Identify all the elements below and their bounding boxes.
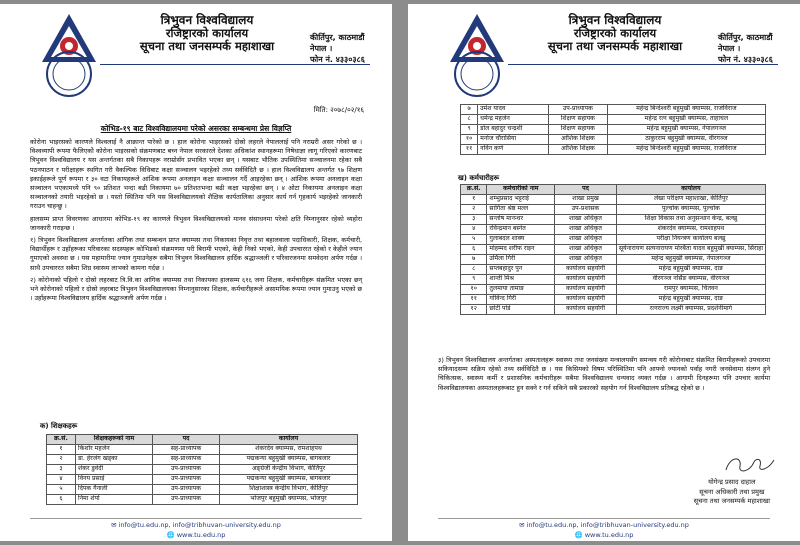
position-cell: शाखा अधिकृत bbox=[555, 235, 617, 245]
table-row bbox=[47, 445, 358, 455]
name-cell: सागिता श्रेष्ठ मल्ल bbox=[487, 205, 555, 215]
office-cell: महेन्द्र बहुमुखी क्याम्पस, नेपालगञ्ज bbox=[607, 125, 765, 135]
office-cell: ठाकुरराम बहुमुखी क्याम्पस, वीरगञ्ज bbox=[607, 135, 765, 145]
table-row bbox=[461, 115, 766, 125]
row-number: २ bbox=[461, 205, 487, 215]
office-cell: रामपुर क्याम्पस, चितवन bbox=[616, 285, 765, 295]
office-cell: पद्मकन्या बहुमुखी क्याम्पस, बागबजार bbox=[220, 455, 358, 465]
name-cell: गुलाबदल शाक्य bbox=[487, 235, 555, 245]
office-cell: पद्मकन्या बहुमुखी क्याम्पस, बागबजार bbox=[220, 475, 358, 485]
table-row bbox=[461, 195, 766, 205]
position-cell: शिक्षण सहायक bbox=[549, 115, 608, 125]
phone-number: फोन नं. ४३३०३८६ bbox=[310, 55, 365, 64]
table-row bbox=[461, 265, 766, 275]
table-row bbox=[461, 245, 766, 255]
signatory-unit: सूचना तथा जनसम्पर्क महाशाखा bbox=[693, 497, 770, 505]
date: मिति: २०७८/०२/१६ bbox=[313, 106, 364, 114]
teachers-table bbox=[46, 434, 358, 505]
table-header-row bbox=[461, 185, 766, 195]
office-cell: पुल्चोक क्याम्पस, पुल्चोक bbox=[616, 205, 765, 215]
position-cell: उप-प्राध्यापक bbox=[153, 495, 220, 505]
table-row bbox=[461, 255, 766, 265]
table-row bbox=[461, 215, 766, 225]
office-cell: महेन्द्र बहुमुखी क्याम्पस, नेपालगञ्ज bbox=[616, 255, 765, 265]
position-cell: शाखा अधिकृत bbox=[555, 245, 617, 255]
position-cell: उप-प्राध्यापक bbox=[153, 465, 220, 475]
emails: info@tu.edu.np, info@tribhuvan-university.edu.np bbox=[526, 521, 689, 529]
footer-web: 🌐 www.tu.edu.np bbox=[574, 531, 634, 539]
letterhead bbox=[520, 14, 710, 53]
position-cell: सह-प्राध्यापक bbox=[153, 455, 220, 465]
table-row bbox=[461, 205, 766, 215]
row-number: ३ bbox=[461, 215, 487, 225]
table-row bbox=[47, 485, 358, 495]
table-row bbox=[461, 105, 766, 115]
name-cell: विनय प्रसाई bbox=[76, 475, 153, 485]
table-row bbox=[47, 475, 358, 485]
name-cell: उमेश यादव bbox=[478, 105, 549, 115]
website: www.tu.edu.np bbox=[176, 531, 226, 539]
table-row bbox=[461, 235, 766, 245]
table-row bbox=[461, 295, 766, 305]
position-cell: शाखा अधिकृत bbox=[555, 215, 617, 225]
position-cell: कार्यालय सहयोगी bbox=[555, 305, 617, 315]
paragraph: हालसम्म प्राप्त विवरणका आधारमा कोभिड-१९ का कारणले त्रिभुवन विश्वविद्यालयको मानव संसाधनमा परेको क्षति निम्नानुसार रहेको व्यहोरा जानकारी गराइन्छ । bbox=[30, 214, 362, 232]
paragraph: १) त्रिभुवन विश्वविद्यालय अन्तर्गतका आंगिक तथा सम्बन्धन प्राप्त क्याम्पस तथा निकायका निवृत्त तथा बहालवाला पदाधिकारी, शिक्षक, कर्मचारी, विद्यार्थीहरू र उहाँहरूका परिवारका सदस्यहरू कोभिडको संक्रमणमा परी बिरामी भएको, केही निको भएको, केही उपचाररत रहेको र केहीले ज्यान गुमाएको अवस्था छ । यस महामारीमा ज्यान गुमाउनेहरू सबैमा त्रिभुवन विश्वविद्यालय हार्दिक श्रद्धाञ्जली र परिवारजनमा समवेदना अर्पण गर्दछ । साथै उपचाररत सबैमा शिघ्र स्वास्थ्य लाभको कामना गर्दछ । bbox=[30, 236, 362, 272]
position-cell: कार्यालय सहयोगी bbox=[555, 275, 617, 285]
name-cell: मनोज चौरासिया bbox=[478, 135, 549, 145]
name-cell: धर्मेन्द्र महर्जन bbox=[478, 115, 549, 125]
table-row bbox=[461, 145, 766, 155]
university-logo-icon bbox=[40, 12, 98, 98]
row-number: ३ bbox=[47, 465, 76, 475]
office-cell: लेखा परीक्षण महाशाखा, कीर्तिपुर bbox=[616, 195, 765, 205]
row-number: ९ bbox=[461, 125, 478, 135]
office-cell: शिक्षा विकास तथा अनुसन्धान केन्द्र, बल्खु bbox=[616, 215, 765, 225]
teachers-table-continued bbox=[460, 104, 766, 155]
position-cell: शाखा प्रमुख bbox=[555, 195, 617, 205]
row-number: ८ bbox=[461, 115, 478, 125]
name-cell: शंकर डुवेदी bbox=[76, 465, 153, 475]
footer-rule bbox=[438, 518, 770, 519]
signature-block bbox=[694, 478, 770, 507]
position-cell: उप-प्राध्यापक bbox=[153, 485, 220, 495]
body-text bbox=[30, 138, 362, 306]
phone-number: फोन नं. ४३३०३८६ bbox=[718, 55, 773, 64]
position-cell: उप-प्राध्यापक bbox=[549, 105, 608, 115]
row-number: ७ bbox=[461, 105, 478, 115]
col-header: पद bbox=[153, 435, 220, 445]
position-cell: उप-प्रशासक bbox=[555, 205, 617, 215]
position-cell: उप-प्राध्यापक bbox=[153, 475, 220, 485]
name-cell: शम्भुप्रसाद भट्टराई bbox=[487, 195, 555, 205]
name-cell: गोविन्द गिरी bbox=[487, 295, 555, 305]
letterhead bbox=[112, 14, 302, 53]
signatory-name: योगेन्द्र प्रसाद दाहाल bbox=[708, 478, 756, 486]
name-cell: डा. हेरजंग खड्का bbox=[76, 455, 153, 465]
office-cell: भोजपुर बहुमुखी क्याम्पस, भोजपुर bbox=[220, 495, 358, 505]
unit-name: सूचना तथा जनसम्पर्क महाशाखा bbox=[547, 39, 683, 53]
name-cell: सप्तबहादुर पुन bbox=[487, 265, 555, 275]
col-header: कार्यालय bbox=[616, 185, 765, 195]
col-header: क्र.सं. bbox=[47, 435, 76, 445]
address-block bbox=[718, 32, 773, 65]
name-cell: उर्मिला गिरी bbox=[487, 255, 555, 265]
col-header: शिक्षकहरूको नाम bbox=[76, 435, 153, 445]
row-number: ५ bbox=[461, 235, 487, 245]
position-cell: शिक्षण सहायक bbox=[549, 125, 608, 135]
footer-emails: ✉ info@tu.edu.np, info@tribhuvan-university.edu.np bbox=[519, 521, 689, 529]
table-row bbox=[461, 305, 766, 315]
row-number: ४ bbox=[47, 475, 76, 485]
position-cell: कार्यालय सहयोगी bbox=[555, 285, 617, 295]
name-cell: रविन्द्रमान बस्नेत bbox=[487, 225, 555, 235]
university-logo-icon bbox=[448, 12, 506, 98]
paragraph: ३) त्रिभुवन विश्वविद्यालय अन्तर्गतका अस्पतालहरू स्वास्थ्य तथा जनसंख्या मन्त्रालयसँग समन्वय गरी कोरोनाबाट संक्रमित बिरामीहरूको उपचारमा सकियादसम्म सक्रिय रहेको तथ्य सर्वविदितै छ । यस किसिमको विषम परिस्थितिमा पनि आफ्नो ज्यानको पर्वाह नगरी जनसेवामा संलग्न हुने चिकित्सक, स्वास्थ्य कर्मी र प्रशासनिक कर्मचारीहरू सबैमा विश्वविद्यालय धन्यवाद व्यक्त गर्दछ । आगामी दिनहरूमा पनि उपचार कार्यमा विश्वविद्यालयका अस्पतालहरूबाट हुन सक्ने र गर्न सकिने सबै प्रकारको सहयोग गर्न विश्वविद्यालय प्रतिबद्ध रहेको छ । bbox=[438, 356, 770, 392]
table-row bbox=[461, 285, 766, 295]
row-number: ६ bbox=[47, 495, 76, 505]
office-cell: महेन्द्र रत्न बहुमुखी क्याम्पस, ताहाचल bbox=[607, 115, 765, 125]
name-cell: तुलमाया तामाङ bbox=[487, 285, 555, 295]
name-cell: दिपक गैनाली bbox=[76, 485, 153, 495]
name-cell: सन्तोष मानन्धर bbox=[487, 215, 555, 225]
row-number: ११ bbox=[461, 295, 487, 305]
office-cell: अङ्ग्रेजी केन्द्रीय विभाग, कीर्तिपुर bbox=[220, 465, 358, 475]
closing-text bbox=[438, 356, 770, 396]
office-cell: शंकरदेव क्याम्पस, रामशाहपथ bbox=[616, 225, 765, 235]
position-cell: आंशिक शिक्षक bbox=[549, 135, 608, 145]
header-rule bbox=[508, 64, 778, 65]
name-cell: डोल बहादुर चन्द्रशी bbox=[478, 125, 549, 135]
footer-emails: ✉ info@tu.edu.np, info@tribhuvan-university.edu.np bbox=[111, 521, 281, 529]
office-cell: परीक्षा नियन्त्रण कार्यालय बल्खु bbox=[616, 235, 765, 245]
address-line-2: नेपाल । bbox=[718, 44, 741, 53]
signatory-title: सूचना अधिकारी तथा प्रमुख bbox=[699, 487, 765, 496]
office-cell: रत्नराज्य लक्ष्मी क्याम्पस, प्रदर्शनीमार्ग bbox=[616, 305, 765, 315]
col-header: पद bbox=[555, 185, 617, 195]
name-cell: छोटी पोडे bbox=[487, 305, 555, 315]
table-row bbox=[461, 135, 766, 145]
footer-web: 🌐 www.tu.edu.np bbox=[166, 531, 226, 539]
row-number: ५ bbox=[47, 485, 76, 495]
header-rule bbox=[100, 64, 370, 65]
table-row bbox=[461, 125, 766, 135]
office-name: रजिष्ट्रारको कार्यालय bbox=[165, 26, 249, 40]
table-row bbox=[461, 225, 766, 235]
unit-name: सूचना तथा जनसम्पर्क महाशाखा bbox=[139, 39, 275, 53]
office-cell: महेन्द्र बिन्देश्वरी बहुमुखी क्याम्पस, राजविराज bbox=[607, 145, 765, 155]
row-number: ८ bbox=[461, 265, 487, 275]
row-number: १ bbox=[461, 195, 487, 205]
subject-line: कोभिड-१९ बाट विश्वविद्यालयमा परेको असरका सम्बन्धमा प्रेस विज्ञप्ति bbox=[100, 124, 292, 133]
website: www.tu.edu.np bbox=[584, 531, 634, 539]
position-cell: सह-प्राध्यापक bbox=[153, 445, 220, 455]
row-number: १० bbox=[461, 285, 487, 295]
signature-icon bbox=[720, 452, 780, 478]
position-cell: कार्यालय सहयोगी bbox=[555, 295, 617, 305]
paragraph: कोरोना भाइरसको कारणले विश्वलाई नै आक्रान्त पारेको छ । हाल कोरोना भाइरसको दोस्रो लहरले नेपाललाई पनि नराम्ररी असर गरेको छ । विश्वव्यापी रूपमा फैलिएकोे कोरोना भाइरसको संक्रमणबाट बच्न नेपाल सरकारले देशका अधिकांश स्थानहरूमा निषेधाज्ञा लागू गरिएको कारणबाट त्रिभुवन विश्वविद्यालय र यस अन्तर्गतका सबै निकायहरू नराम्रोसँग प्रभावित भएका छन् । यसबाट भौतिक उपस्थितिमा सञ्चालनमा रहेका सबै पठनपाठन र परीक्षाहरू स्थगित गरी वैकल्पिक विधिबाट कक्षा सञ्चालन भइरहेको तथ्य सर्वविदितै छ । हाल विश्वविद्यालय अन्तर्गत ९७ शिक्षण इकाईहरूले पूर्ण रूपमा र ३० वटा निकायहरूले आंशिक रूपमा अनलाइन कक्षा सञ्चालन गर्दै आइरहेका छन् । आंशिक रूपमा अनलाइन कक्षा सञ्चालन भएकामध्ये पनि ९० प्रतिशत भन्दा बढी निकायमा ७० प्रतिशतभन्दा बढी कक्षा भइरहेका छन् । ४ ओटा निकायमा अनलाइन कक्षा सञ्चालनको तयारी भइरहेको छ । यस्तो स्थितिमा पनि यस विश्वविद्यालयको शैक्षिक कार्यतालिका अनुसार कार्य गर्न गृहकार्य भइरहेको जानकारी गराउन चाहन्छु । bbox=[30, 138, 362, 211]
address-block bbox=[310, 32, 365, 65]
office-cell: वीरगञ्ज नर्सिङ क्याम्पस, वीरगञ्ज bbox=[616, 275, 765, 285]
staff-heading: ख) कर्मचारीहरू bbox=[458, 174, 500, 182]
office-cell: महेन्द्र बहुमुखी क्याम्पस, दाङ bbox=[616, 295, 765, 305]
table-row bbox=[461, 275, 766, 285]
office-cell: शंकरदेव क्याम्पस, रामशाहपथ bbox=[220, 445, 358, 455]
position-cell: आंशिक शिक्षक bbox=[549, 145, 608, 155]
row-number: ९ bbox=[461, 275, 487, 285]
table-row bbox=[47, 465, 358, 475]
address-line-2: नेपाल । bbox=[310, 44, 333, 53]
row-number: ७ bbox=[461, 255, 487, 265]
position-cell: शाखा अधिकृत bbox=[555, 225, 617, 235]
row-number: २ bbox=[47, 455, 76, 465]
university-name: त्रिभुवन विश्वविद्यालय bbox=[568, 13, 662, 27]
name-cell: मोहम्मद शरीफ राइन bbox=[487, 245, 555, 255]
name-cell: शान्ती मिश्र bbox=[487, 275, 555, 285]
position-cell: कार्यालय सहयोगी bbox=[555, 265, 617, 275]
col-header: क्र.सं. bbox=[461, 185, 487, 195]
name-cell: नविन कर्ण bbox=[478, 145, 549, 155]
name-cell: निमा शेर्पा bbox=[76, 495, 153, 505]
row-number: १ bbox=[47, 445, 76, 455]
address-line-1: कीर्तिपुर, काठमाडौं bbox=[718, 33, 773, 42]
col-header: कर्मचारीको नाम bbox=[487, 185, 555, 195]
paragraph: २) कोरोनाको पहिलो र दोस्रो लहरबाट त्रि.वि.का आंगिक क्याम्पस तथा निकायका हालसम्म ६१६ जना शिक्षक, कर्मचारीहरू संक्रमित भएका छन् भने कोरोनाको पहिलो र दोस्रो लहरबाट त्रिभुवन विश्वविद्यालयका निम्नानुसारका शिक्षक, कर्मचारीहरूले असामयिक रूपमा ज्यान गुमाउनु भएको छ । उहाँहरूमा विश्वविद्यालय हार्दिक श्रद्धाञ्जली अर्पण गर्दछ । bbox=[30, 275, 362, 303]
row-number: ११ bbox=[461, 145, 478, 155]
row-number: १२ bbox=[461, 305, 487, 315]
position-cell: शाखा अधिकृत bbox=[555, 255, 617, 265]
staff-table bbox=[460, 184, 766, 315]
office-cell: महेन्द्र बहुमुखी क्याम्पस, दाङ bbox=[616, 265, 765, 275]
office-cell: महेन्द्र बिन्देश्वरी बहुमुखी क्याम्पस, राजविराज bbox=[607, 105, 765, 115]
page-1 bbox=[0, 4, 392, 541]
row-number: १० bbox=[461, 135, 478, 145]
table-row bbox=[47, 455, 358, 465]
office-name: रजिष्ट्रारको कार्यालय bbox=[573, 26, 657, 40]
col-header: कार्यालय bbox=[220, 435, 358, 445]
teachers-heading: क) शिक्षकहरू bbox=[40, 422, 78, 430]
university-name: त्रिभुवन विश्वविद्यालय bbox=[160, 13, 254, 27]
table-header-row bbox=[47, 435, 358, 445]
name-cell: किशोर महर्जन bbox=[76, 445, 153, 455]
row-number: ६ bbox=[461, 245, 487, 255]
address-line-1: कीर्तिपुर, काठमाडौं bbox=[310, 33, 365, 42]
office-cell: सूर्यनारायण सत्यनारायण मोरबैता यादव बहुमुखी क्याम्पस, सिराहा bbox=[616, 245, 765, 255]
footer-rule bbox=[30, 518, 362, 519]
row-number: ४ bbox=[461, 225, 487, 235]
emails: info@tu.edu.np, info@tribhuvan-university.edu.np bbox=[118, 521, 281, 529]
table-row bbox=[47, 495, 358, 505]
office-cell: शिक्षाशास्त्र केन्द्रीय विभाग, कीर्तिपुर bbox=[220, 485, 358, 495]
page-2 bbox=[408, 4, 800, 541]
